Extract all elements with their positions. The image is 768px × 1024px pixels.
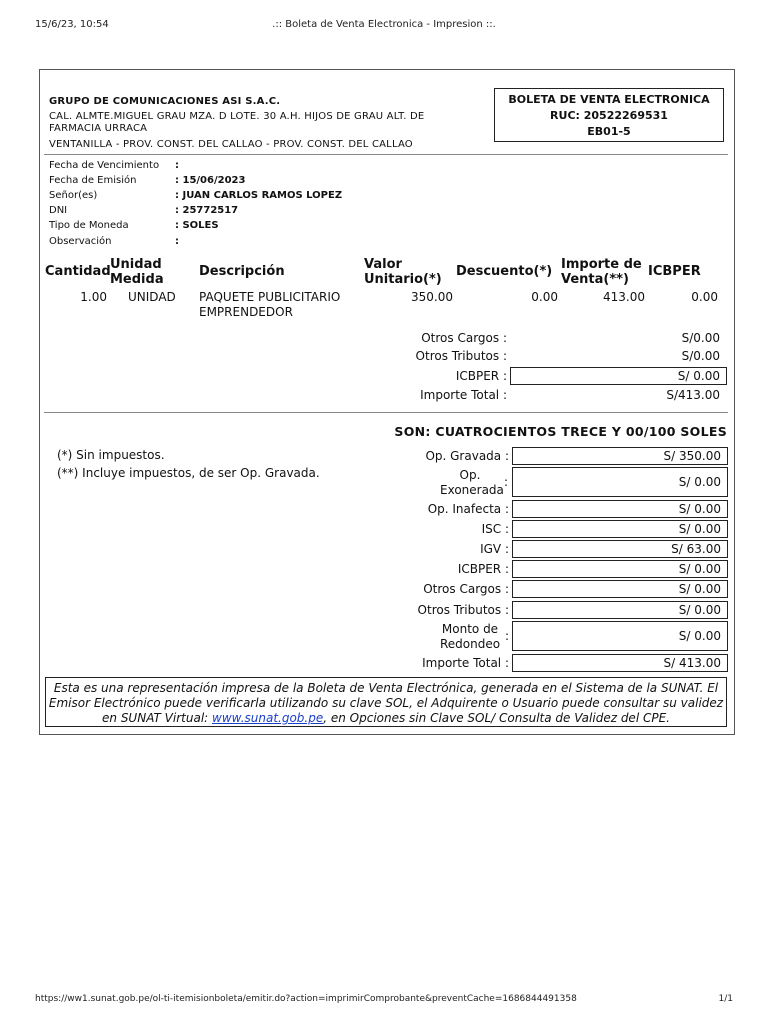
label-isc: ISC : [481, 522, 509, 536]
amount-in-words: SON: CUATROCIENTOS TRECE Y 00/100 SOLES [394, 424, 727, 439]
summary-divider [44, 412, 728, 413]
value-observacion: : [175, 236, 179, 247]
legal-notice-line2: Emisor Electrónico puede verificarla utilizando su clave SOL, el Adquirente o Usuario puede consultar su validez [48, 696, 724, 710]
col-header-descuento: Descuento(*) [456, 264, 553, 279]
cell-unidad: UNIDAD [128, 290, 176, 304]
value-icbper-summary: S/ 0.00 [510, 367, 727, 385]
value-igv: S/ 63.00 [512, 540, 728, 558]
cell-importe-venta: 413.00 [603, 290, 645, 304]
col-header-unidad-line2: Medida [110, 272, 164, 287]
label-observacion: Observación [49, 236, 112, 247]
col-header-unidad-line1: Unidad [110, 257, 162, 272]
value-otros-cargos-2: S/ 0.00 [512, 580, 728, 598]
company-name: GRUPO DE COMUNICACIONES ASI S.A.C. [49, 96, 281, 107]
label-otros-cargos: Otros Cargos : [421, 331, 507, 345]
company-address-line2: FARMACIA URRACA [49, 123, 148, 134]
label-op-inafecta: Op. Inafecta : [427, 502, 509, 516]
label-op-exonerada [440, 468, 504, 498]
document-type: BOLETA DE VENTA ELECTRONICA [508, 93, 710, 106]
col-header-descripcion: Descripción [199, 264, 285, 279]
value-op-gravada: S/ 350.00 [512, 447, 728, 465]
legal-notice-line3-post: , en Opciones sin Clave SOL/ Consulta de Validez del CPE. [323, 711, 670, 725]
company-address-line1: CAL. ALMTE.MIGUEL GRAU MZA. D LOTE. 30 A.H. HIJOS DE GRAU ALT. DE [49, 111, 425, 122]
legal-notice-line1: Esta es una representación impresa de la Boleta de Venta Electrónica, generada en el Sistema de la SUNAT. El [53, 681, 719, 695]
cell-descuento: 0.00 [531, 290, 558, 304]
print-datetime: 15/6/23, 10:54 [35, 19, 109, 30]
cell-cantidad: 1.00 [80, 290, 107, 304]
col-header-importe-line1: Importe de [561, 257, 642, 272]
company-address-line3: VENTANILLA - PROV. CONST. DEL CALLAO - PROV. CONST. DEL CALLAO [49, 139, 413, 150]
header-divider [44, 154, 728, 155]
value-dni: : 25772517 [175, 205, 239, 216]
value-fecha-emision: : 15/06/2023 [175, 175, 246, 186]
label-dni: DNI [49, 205, 68, 216]
colon-monto-redondeo: : [505, 629, 510, 643]
label-otros-tributos: Otros Tributos : [415, 349, 507, 363]
label-monto-redondeo [435, 622, 505, 652]
value-op-inafecta: S/ 0.00 [512, 500, 728, 518]
document-id-box [494, 88, 724, 142]
label-icbper-summary: ICBPER : [455, 369, 507, 383]
value-senores: : JUAN CARLOS RAMOS LOPEZ [175, 190, 343, 201]
print-title: .:: Boleta de Venta Electronica - Impresion ::. [272, 19, 496, 30]
legal-notice-line3 [46, 711, 726, 726]
cell-descripcion-line2: EMPRENDEDOR [199, 305, 293, 319]
label-senores: Señor(es) [49, 190, 98, 201]
label-monto-redondeo-line2: Redondeo [439, 637, 501, 651]
value-icbper: S/ 0.00 [512, 560, 728, 578]
value-otros-tributos: S/0.00 [681, 349, 720, 363]
value-isc: S/ 0.00 [512, 520, 728, 538]
label-tipo-moneda: Tipo de Moneda [49, 220, 129, 231]
col-header-valor-line1: Valor [364, 257, 402, 272]
label-op-exonerada-line2: Exonerada [440, 483, 504, 497]
value-fecha-vencimiento: : [175, 160, 179, 171]
document-serie: EB01-5 [587, 125, 631, 138]
label-fecha-vencimiento: Fecha de Vencimiento [49, 160, 160, 171]
legal-notice-line3-pre: en SUNAT Virtual: [102, 711, 213, 725]
value-monto-redondeo: S/ 0.00 [512, 621, 728, 651]
print-url: https://ww1.sunat.gob.pe/ol-ti-itemisionboleta/emitir.do?action=imprimirComprobante&preventCache=1686844491358 [35, 994, 577, 1004]
value-op-exonerada: S/ 0.00 [512, 467, 728, 497]
label-otros-cargos-2: Otros Cargos : [423, 582, 509, 596]
label-op-exonerada-line1: Op. [459, 468, 481, 482]
note-incluye-impuestos: (**) Incluye impuestos, de ser Op. Gravada. [57, 466, 320, 480]
value-importe-total-summary: S/413.00 [666, 388, 720, 402]
cell-valor-unitario: 350.00 [411, 290, 453, 304]
colon-op-exonerada: : [504, 475, 509, 489]
col-header-icbper: ICBPER [648, 264, 701, 279]
col-header-importe-line2: Venta(**) [561, 272, 629, 287]
label-icbper: ICBPER : [457, 562, 509, 576]
note-sin-impuestos: (*) Sin impuestos. [57, 448, 165, 462]
label-igv: IGV : [480, 542, 509, 556]
print-page-number: 1/1 [718, 994, 733, 1004]
cell-icbper: 0.00 [691, 290, 718, 304]
label-otros-tributos-2: Otros Tributos : [417, 603, 509, 617]
value-tipo-moneda: : SOLES [175, 220, 219, 231]
value-otros-cargos: S/0.00 [681, 331, 720, 345]
label-importe-total: Importe Total : [422, 656, 509, 670]
value-otros-tributos-2: S/ 0.00 [512, 601, 728, 619]
document-ruc: RUC: 20522269531 [550, 109, 668, 122]
value-importe-total: S/ 413.00 [512, 654, 728, 672]
label-fecha-emision: Fecha de Emisión [49, 175, 137, 186]
col-header-valor-line2: Unitario(*) [364, 272, 442, 287]
legal-notice-box [45, 677, 727, 727]
label-monto-redondeo-line1: Monto de [441, 622, 499, 636]
cell-descripcion-line1: PAQUETE PUBLICITARIO [199, 290, 341, 304]
sunat-link[interactable]: www.sunat.gob.pe [212, 711, 324, 725]
col-header-cantidad: Cantidad [45, 264, 111, 279]
label-op-gravada: Op. Gravada : [425, 449, 509, 463]
label-importe-total-summary: Importe Total : [420, 388, 507, 402]
